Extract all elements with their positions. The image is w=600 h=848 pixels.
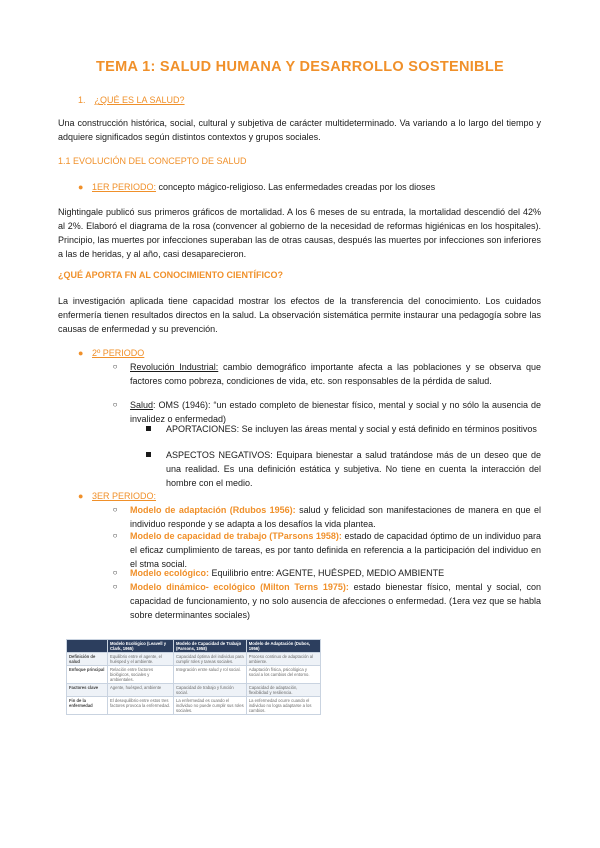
- subitem-aportaciones: [166, 422, 541, 436]
- square-bullet-icon: [146, 426, 151, 431]
- circle-bullet-icon: ○: [112, 531, 118, 540]
- subitem-text: APORTACIONES: Se incluyen las áreas mental y social y está definido en términos positivos: [166, 424, 537, 434]
- model-capacidad-trabajo: [112, 529, 541, 571]
- table-row-header: Fin de la enfermedad: [67, 697, 108, 715]
- models-comparison-table: [66, 639, 321, 715]
- period1-label: 1ER PERIODO:: [92, 182, 157, 192]
- table-header-cell: Modelo de Adaptación (Dubos, 1956): [246, 640, 320, 653]
- table-header-cell: Modelo de Capacidad de Trabajo (Parsons, 1958): [173, 640, 246, 653]
- table-row: [67, 684, 321, 697]
- table-row: [67, 666, 321, 684]
- table-row: [67, 653, 321, 666]
- period3-label: 3ER PERIODO:: [92, 491, 157, 501]
- subheading-evolution: 1.1 EVOLUCIÓN DEL CONCEPTO DE SALUD: [58, 156, 247, 166]
- intro-paragraph: Una construcción histórica, social, cultural y subjetiva de carácter multideterminado. Va variando a lo largo del tiempo y adquiere significados según distintos contextos y grupos sociales.: [58, 118, 541, 142]
- table-cell: Capacidad de adaptación, flexibilidad y resiliencia.: [246, 684, 320, 697]
- table-header-cell: Modelo Ecológico (Leavell y Clark, 1965): [108, 640, 174, 653]
- table-cell: Proceso continuo de adaptación al ambiente.: [246, 653, 320, 666]
- model-adaptacion: [112, 503, 541, 531]
- circle-bullet-icon: ○: [112, 582, 118, 591]
- section-number: 1.: [78, 95, 86, 105]
- model-text: Equilibrio entre: AGENTE, HUÉSPED, MEDIO AMBIENTE: [209, 568, 445, 578]
- table-cell: Integración entre salud y rol social.: [173, 666, 246, 684]
- model-name: Modelo de adaptación (Rdubos 1956):: [130, 505, 296, 515]
- table-cell: Adaptación física, psicológica y social a los cambios del entorno.: [246, 666, 320, 684]
- circle-bullet-icon: ○: [112, 568, 118, 577]
- table-header-cell: [67, 640, 108, 653]
- item-term: Salud: [130, 400, 154, 410]
- bullet-dot-icon: ●: [78, 491, 84, 501]
- model-name: Modelo ecológico:: [130, 568, 210, 578]
- period2-item-industrial: [112, 360, 542, 388]
- section-heading-1: [78, 95, 185, 105]
- bullet-dot-icon: ●: [78, 348, 84, 358]
- item-term: Revolución Industrial:: [130, 362, 219, 372]
- table-cell: El desequilibrio entre estos tres factores provoca la enfermedad.: [108, 697, 174, 715]
- model-ecologico: [112, 566, 541, 580]
- table-cell: Equilibrio entre el agente, el huésped y el ambiente.: [108, 653, 174, 666]
- subitem-aspectos-negativos: [166, 448, 541, 490]
- table-cell: La enfermedad es cuando el individuo no puede cumplir sus roles sociales.: [173, 697, 246, 715]
- model-text: estado de capacidad óptimo de un individuo para el eficaz cumplimiento de tareas, es por tanto definida en referencia a la participación del individuo en el stma social.: [130, 531, 541, 569]
- circle-bullet-icon: ○: [112, 505, 118, 514]
- nightingale-paragraph: Nightingale publicó sus primeros gráficos de mortalidad. A los 6 meses de su entrada, la mortalidad descendió del 42% al 2%. Elaboró el diagrama de la rosa (convencer al gobierno de la necesidad de reformas higiénicas en los hospitales). Principio, las muertes por infecciones superaban las de otras causas, después las muertes por infecciones son inferiores a las de heridas, y al año, casi desaparecieron.: [58, 207, 541, 259]
- subitem-text: ASPECTOS NEGATIVOS: Equipara bienestar a salud tratándose más de un deseo que de una realidad. Es una definición estática y subjetiva. No tiene en cuenta la interacción del hombre con el medio.: [166, 450, 541, 488]
- item-text: cambio demográfico importante afecta a las poblaciones y se observa que factores como pobreza, condiciones de vida, etc. son responsables de la pérdida de salud.: [130, 362, 542, 386]
- model-name: Modelo dinámico- ecológico (Milton Terns 1975):: [130, 582, 349, 592]
- square-bullet-icon: [146, 452, 151, 457]
- model-name: Modelo de capacidad de trabajo (TParsons 1958):: [130, 531, 342, 541]
- table-cell: Capacidad óptima del individuo para cumplir roles y tareas sociales.: [173, 653, 246, 666]
- section-heading-text: ¿QUÉ ES LA SALUD?: [94, 95, 185, 105]
- period2-bullet: [78, 346, 145, 360]
- bullet-dot-icon: ●: [78, 182, 84, 192]
- table-row-header: Definición de salud: [67, 653, 108, 666]
- period3-bullet: [78, 489, 157, 503]
- table-cell: La enfermedad ocurre cuando el individuo no logra adaptarse a los cambios.: [246, 697, 320, 715]
- period1-bullet: [78, 180, 436, 194]
- table-cell: Agente, huésped, ambiente: [108, 684, 174, 697]
- circle-bullet-icon: ○: [112, 362, 118, 371]
- table-cell: Capacidad de trabajo y función social.: [173, 684, 246, 697]
- research-paragraph: La investigación aplicada tiene capacidad mostrar los efectos de la transferencia del conocimiento. Los cuidados enfermería tienen resultados directos en la salud. La observación sistemática permite instaurar una pedagogía sobre las causas de enfermedad y su prevención.: [58, 296, 541, 334]
- model-text: salud y felicidad son manifestaciones de manera en que el individuo responde y se adapta a los desafíos la vida plantea.: [130, 505, 541, 529]
- period1-text: concepto mágico-religioso. Las enfermedades creadas por los dioses: [156, 182, 436, 192]
- table-row: [67, 697, 321, 715]
- period2-label: 2º PERIODO: [92, 348, 145, 358]
- table-row-header: Factores clave: [67, 684, 108, 697]
- model-dinamico-ecologico: [112, 580, 541, 622]
- circle-bullet-icon: ○: [112, 400, 118, 409]
- table-cell: Relación entre factores biológicos, sociales y ambientales.: [108, 666, 174, 684]
- page-title: TEMA 1: SALUD HUMANA Y DESARROLLO SOSTENIBLE: [96, 59, 504, 75]
- model-text: estado bienestar físico, mental y social, con capacidad de funcionamiento, y no solo ausencia de afecciones o enfermedad. (1era vez que se habla sobre determinantes sociales): [130, 582, 541, 620]
- table-row-header: Enfoque principal: [67, 666, 108, 684]
- question-heading: ¿QUÉ APORTA FN AL CONOCIMIENTO CIENTÍFICO?: [58, 270, 283, 280]
- table-header-row: [67, 640, 321, 653]
- item-text: : OMS (1946): “un estado completo de bienestar físico, mental y social y no sólo la ausencia de invalidez o enfermedad): [130, 400, 541, 424]
